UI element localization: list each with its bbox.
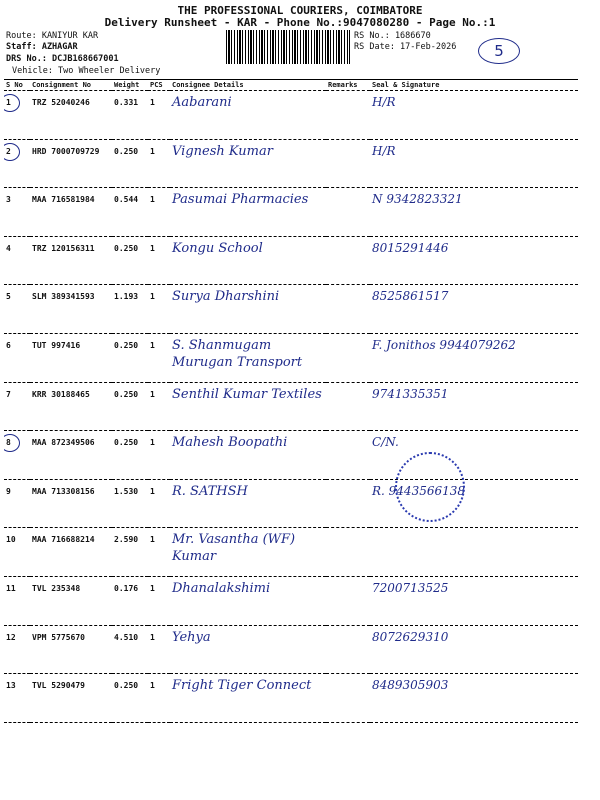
consignment-number: VPM 5775670 (30, 625, 112, 674)
company-title: THE PROFESSIONAL COURIERS, COIMBATORE (177, 4, 423, 17)
weight: 0.250 (112, 236, 148, 285)
pieces: 1 (148, 431, 170, 480)
remarks (326, 576, 370, 625)
remarks (326, 382, 370, 431)
consignee-handwriting: S. Shanmugam Murugan Transport (170, 333, 326, 382)
rs-number: RS No.: 1686670 (354, 31, 431, 41)
pieces: 1 (148, 333, 170, 382)
table-row (4, 236, 578, 285)
consignee-handwriting: R. SATHSH (170, 479, 326, 528)
table-row (4, 479, 578, 528)
consignee-handwriting: Yehya (170, 625, 326, 674)
remarks (326, 431, 370, 480)
remarks (326, 188, 370, 237)
serial-number: 2 (6, 146, 11, 156)
seal-stamp-icon (395, 452, 465, 522)
pieces: 1 (148, 139, 170, 188)
consignee-handwriting: Dhanalakshimi (170, 576, 326, 625)
seal-signature: H/R (370, 91, 578, 140)
weight: 0.331 (112, 91, 148, 140)
consignment-number: KRR 30188465 (30, 382, 112, 431)
pieces: 1 (148, 91, 170, 140)
col-remarks: Remarks (326, 80, 370, 91)
remarks (326, 479, 370, 528)
consignment-number: TRZ 120156311 (30, 236, 112, 285)
col-consignment: Consignment No (30, 80, 112, 91)
consignment-number: MAA 713308156 (30, 479, 112, 528)
serial-number: 5 (4, 285, 30, 334)
serial-number: 1 (6, 98, 11, 107)
weight: 0.250 (112, 674, 148, 723)
weight: 0.250 (112, 139, 148, 188)
remarks (326, 625, 370, 674)
consignment-number: TVL 5290479 (30, 674, 112, 723)
table-row (4, 188, 578, 237)
table-row (4, 431, 578, 480)
remarks (326, 285, 370, 334)
table-row (4, 625, 578, 674)
table-row (4, 139, 578, 188)
consignment-number: SLM 389341593 (30, 285, 112, 334)
col-consignee: Consignee Details (170, 80, 326, 91)
col-weight: Weight (112, 80, 148, 91)
circle-mark-icon (4, 143, 20, 161)
serial-number: 10 (4, 528, 30, 577)
seal-signature: 9741335351 (370, 382, 578, 431)
consignee-handwriting: Mahesh Boopathi (170, 431, 326, 480)
serial-number: 9 (4, 479, 30, 528)
col-sno: S No (4, 80, 30, 91)
seal-signature: 7200713525 (370, 576, 578, 625)
weight: 2.590 (112, 528, 148, 577)
table-row (4, 285, 578, 334)
table-row (4, 674, 578, 723)
serial-number: 4 (4, 236, 30, 285)
seal-signature: 8015291446 (370, 236, 578, 285)
seal-signature (370, 528, 578, 577)
consignment-number: TVL 235348 (30, 576, 112, 625)
col-seal: Seal & Signature (370, 80, 578, 91)
pieces: 1 (148, 528, 170, 577)
seal-signature: 8489305903 (370, 674, 578, 723)
consignment-number: TUT 997416 (30, 333, 112, 382)
weight: 0.250 (112, 382, 148, 431)
circle-mark-icon (4, 434, 20, 452)
seal-signature: N 9342823321 (370, 188, 578, 237)
weight: 0.544 (112, 188, 148, 237)
consignee-handwriting: Kongu School (170, 236, 326, 285)
consignee-handwriting: Aabarani (170, 91, 326, 140)
pieces: 1 (148, 382, 170, 431)
weight: 1.193 (112, 285, 148, 334)
pieces: 1 (148, 576, 170, 625)
consignment-number: HRD 7000709729 (30, 139, 112, 188)
runsheet-table (4, 79, 578, 723)
pieces: 1 (148, 236, 170, 285)
serial-number: 6 (4, 333, 30, 382)
staff-label: Staff: AZHAGAR (6, 42, 78, 52)
pieces: 1 (148, 285, 170, 334)
serial-number: 13 (4, 674, 30, 723)
seal-signature: F. Jonithos 9944079262 (370, 333, 578, 382)
pieces: 1 (148, 674, 170, 723)
table-row (4, 576, 578, 625)
seal-signature: 8072629310 (370, 625, 578, 674)
weight: 4.510 (112, 625, 148, 674)
serial-number: 3 (4, 188, 30, 237)
remarks (326, 91, 370, 140)
route-label: Route: KANIYUR KAR (6, 31, 99, 41)
serial-number: 8 (6, 438, 11, 448)
seal-signature: H/R (370, 139, 578, 188)
consignment-number: MAA 716581984 (30, 188, 112, 237)
table-header-row (4, 80, 578, 91)
pieces: 1 (148, 188, 170, 237)
remarks (326, 236, 370, 285)
table-row (4, 333, 578, 382)
weight: 0.176 (112, 576, 148, 625)
consignee-handwriting: Vignesh Kumar (170, 139, 326, 188)
serial-number: 7 (4, 382, 30, 431)
consignee-handwriting: Fright Tiger Connect (170, 674, 326, 723)
circled-mark: 5 (478, 38, 520, 64)
barcode-image (226, 30, 350, 64)
circle-mark-icon (4, 94, 20, 112)
consignment-number: TRZ 52040246 (30, 91, 112, 140)
consignment-number: MAA 716688214 (30, 528, 112, 577)
drs-number: DRS No.: DCJB168667001 (6, 54, 119, 64)
rs-date: RS Date: 17-Feb-2026 (354, 42, 457, 52)
seal-signature: 8525861517 (370, 285, 578, 334)
consignee-handwriting: Mr. Vasantha (WF) Kumar (170, 528, 326, 577)
seal-signature: R. 9443566138 (370, 479, 578, 528)
pieces: 1 (148, 625, 170, 674)
remarks (326, 139, 370, 188)
weight: 0.250 (112, 333, 148, 382)
consignee-handwriting: Senthil Kumar Textiles (170, 382, 326, 431)
weight: 0.250 (112, 431, 148, 480)
seal-signature: C/N. (370, 431, 578, 480)
table-row (4, 528, 578, 577)
remarks (326, 674, 370, 723)
vehicle-label: Vehicle: Two Wheeler Delivery (12, 66, 161, 76)
runsheet-title: Delivery Runsheet - KAR - Phone No.:9047080280 - Page No.:1 (104, 16, 496, 29)
remarks (326, 333, 370, 382)
consignee-handwriting: Pasumai Pharmacies (170, 188, 326, 237)
table-row (4, 382, 578, 431)
remarks (326, 528, 370, 577)
col-pcs: PCS (148, 80, 170, 91)
weight: 1.530 (112, 479, 148, 528)
serial-number: 12 (4, 625, 30, 674)
pieces: 1 (148, 479, 170, 528)
consignee-handwriting: Surya Dharshini (170, 285, 326, 334)
consignment-number: MAA 872349506 (30, 431, 112, 480)
table-row (4, 91, 578, 140)
serial-number: 11 (4, 576, 30, 625)
